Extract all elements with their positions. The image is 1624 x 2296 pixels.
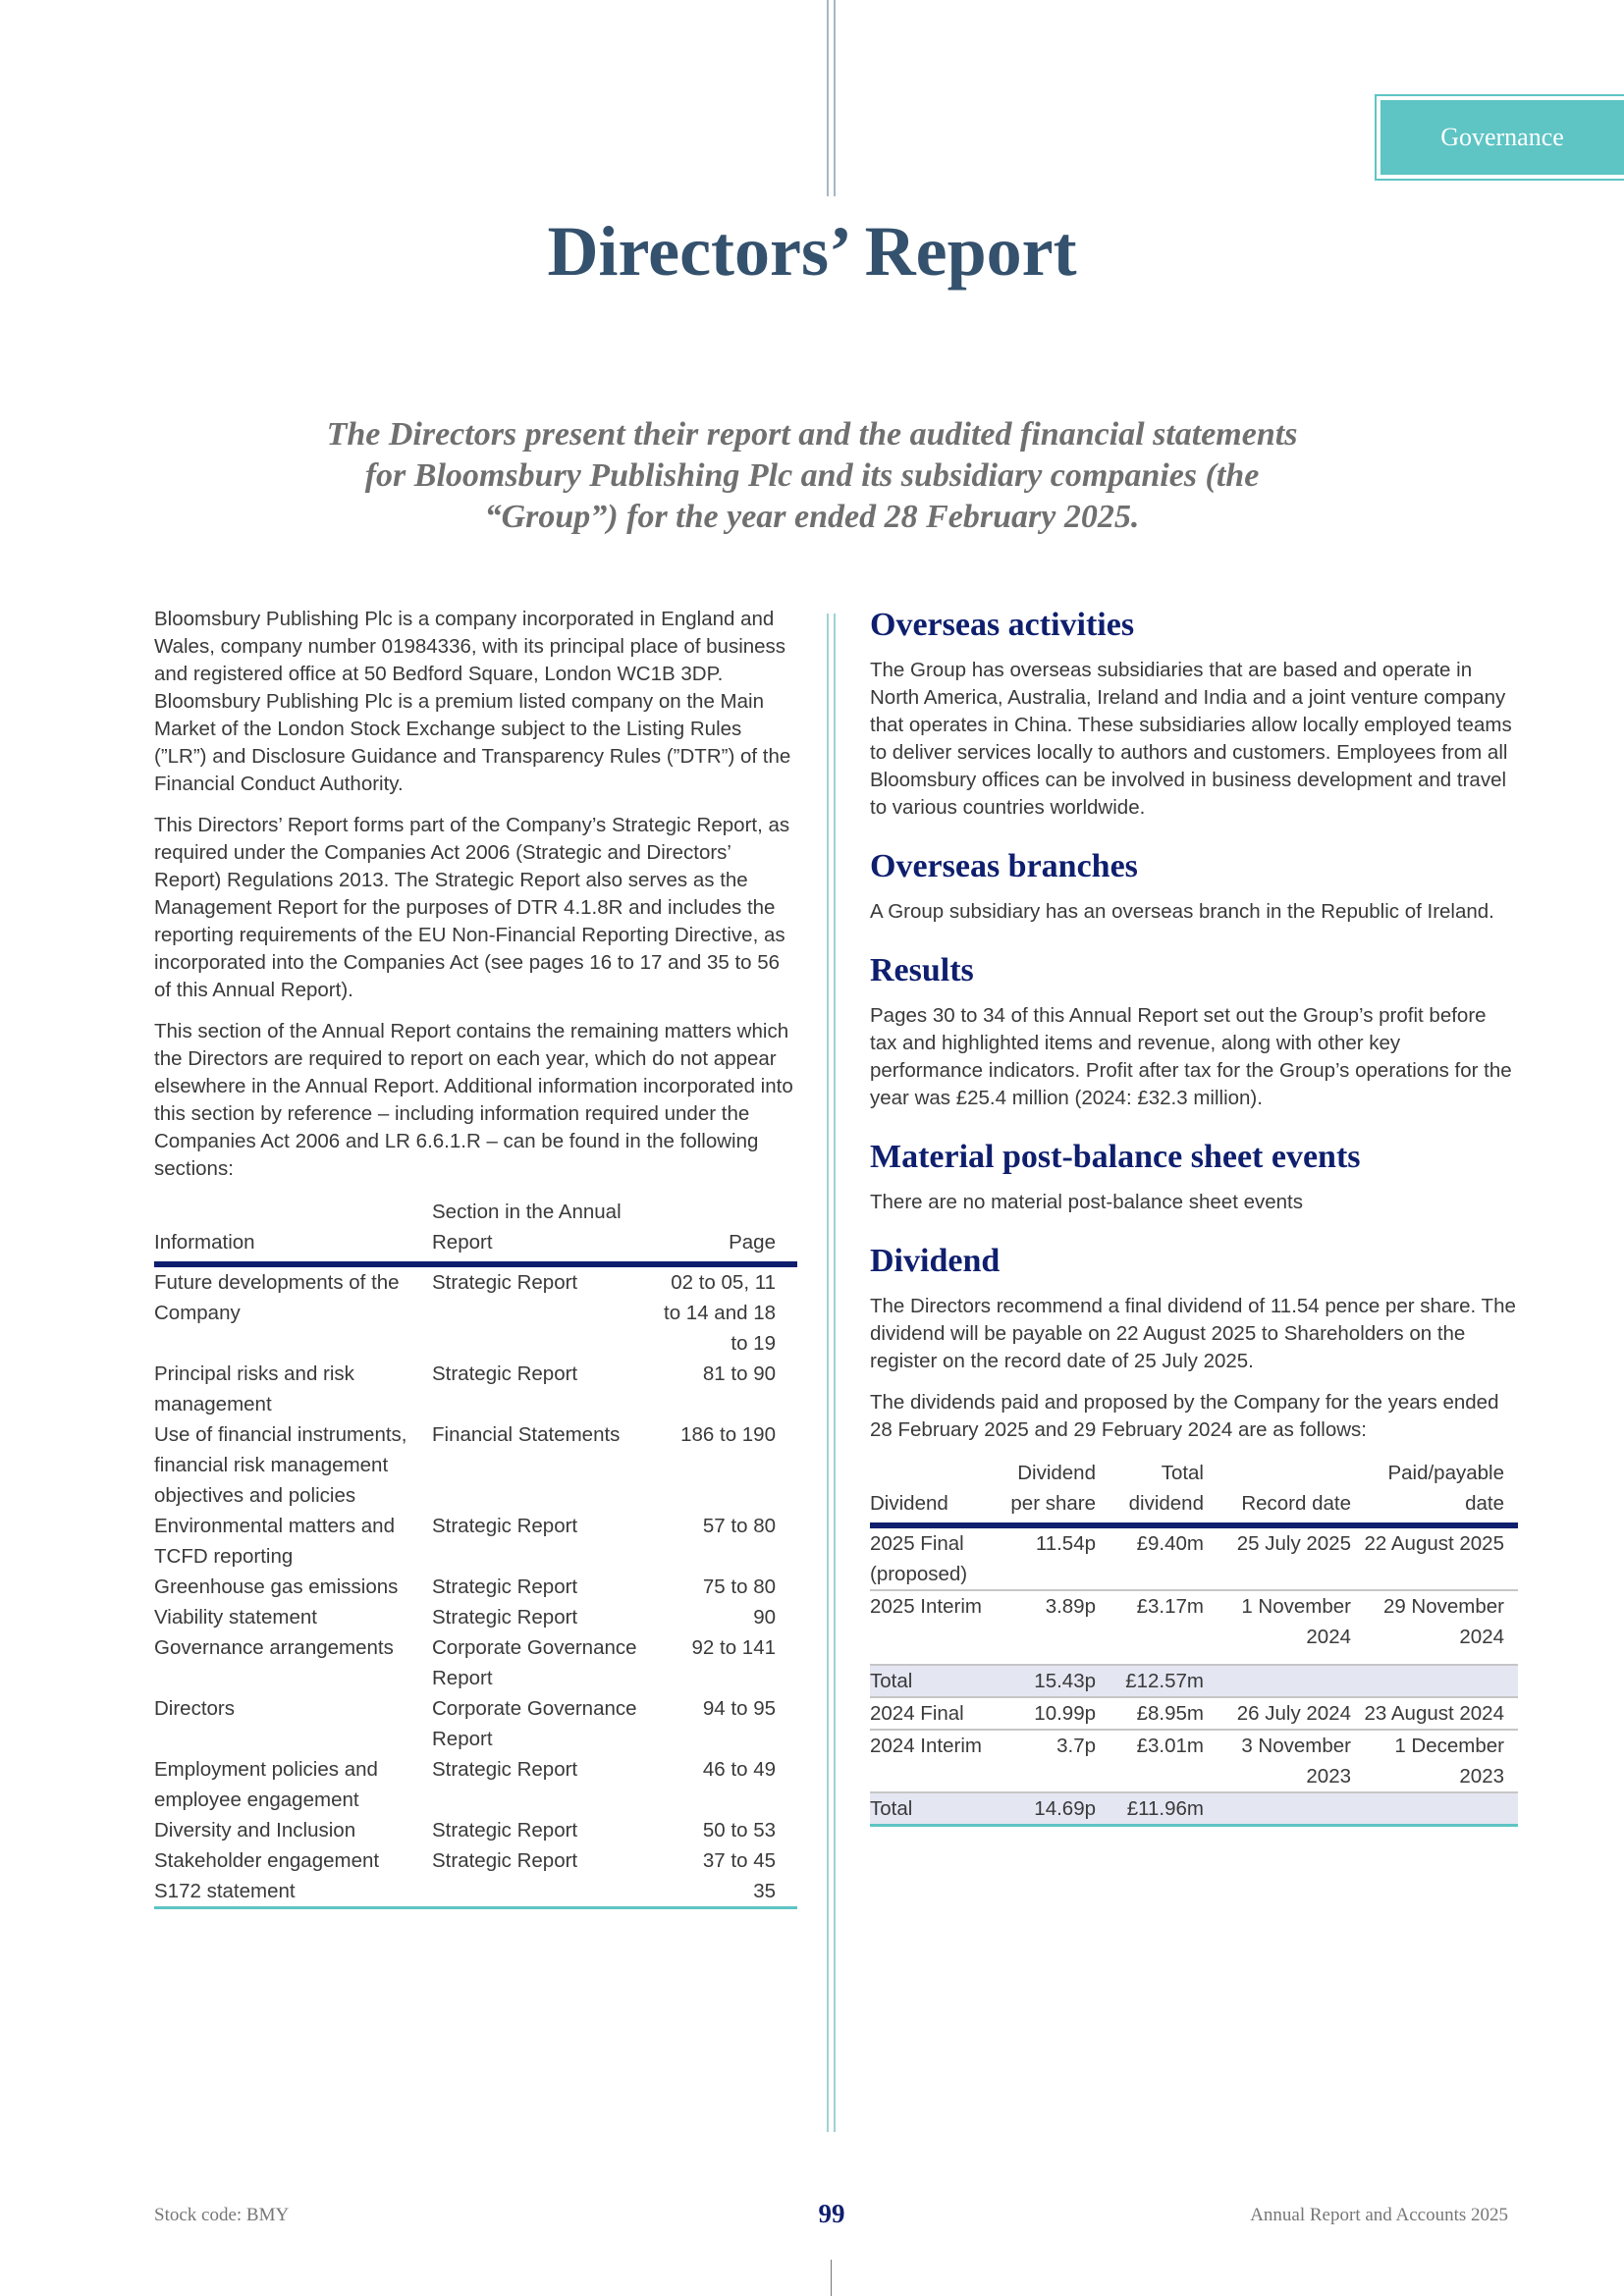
cell-section: Strategic Report	[432, 1362, 578, 1385]
cell-section: Strategic Report	[432, 1606, 578, 1629]
cell-information: Directors	[154, 1697, 236, 1720]
header-total-dividend: Total dividend	[1128, 1462, 1204, 1515]
table-header-row	[154, 1197, 797, 1264]
cell-section: Strategic Report	[432, 1271, 578, 1294]
company-info-paragraph: Bloomsbury Publishing Plc is a company incorporated in England and Wales, company number 01984336, with its principal place of business and registered office at 50 Bedford Square, London WC1B 3DP. Bloomsbury Publishing Plc is a premium listed company on the Main Market of the London Stock Exchange subject to the Listing Rules (”LR”) and Disclosure Guidance and Transparency Rules (”DTR”) of the Financial Conduct Authority.	[154, 608, 791, 795]
table-row	[154, 1419, 797, 1511]
cell-section: Strategic Report	[432, 1819, 578, 1842]
cell-record-date	[1204, 1792, 1351, 1826]
cell-section: Strategic Report	[432, 1849, 578, 1872]
header-record-date: Record date	[1241, 1492, 1351, 1515]
header-section: Section in the Annual Report	[432, 1201, 622, 1254]
cell-information: S172 statement	[154, 1880, 296, 1902]
table-row	[154, 1572, 797, 1602]
cell-paid-date: 23 August 2024	[1364, 1702, 1504, 1725]
table-header-row	[870, 1458, 1518, 1525]
table-row	[154, 1511, 797, 1572]
header-information: Information	[154, 1231, 255, 1254]
table-row	[154, 1632, 797, 1693]
results-text: Pages 30 to 34 of this Annual Report set out the Group’s profit before tax and highlighted items and revenue, along with other key performance indicators. Profit after tax for the Group’s operations for the year was £25.4 million (2024: £32.3 million).	[870, 1004, 1512, 1109]
dividend-table-intro: The dividends paid and proposed by the Company for the years ended 28 February 2025 and 29 February 2024 are as follows:	[870, 1391, 1499, 1441]
cell-information: Greenhouse gas emissions	[154, 1575, 399, 1598]
cell-section	[432, 1876, 660, 1908]
cell-page: 90	[753, 1606, 776, 1629]
heading-overseas-activities: Overseas activities	[870, 607, 1135, 643]
cell-page: 75 to 80	[702, 1575, 776, 1598]
section-tab-label: Governance	[1380, 100, 1624, 175]
cell-dividend: 2024 Interim	[870, 1735, 982, 1757]
page-title: Directors’ Report	[547, 212, 1077, 291]
cell-section: Corporate Governance Report	[432, 1697, 637, 1750]
table-row	[870, 1590, 1518, 1665]
cell-total: £3.17m	[1136, 1595, 1204, 1618]
cell-information: Governance arrangements	[154, 1636, 394, 1659]
cell-page: 92 to 141	[691, 1636, 776, 1659]
cell-paid-date: 22 August 2025	[1364, 1532, 1504, 1555]
footer-publication-title: Annual Report and Accounts 2025	[1250, 2205, 1508, 2225]
cell-dividend: 2025 Final (proposed)	[870, 1532, 968, 1585]
cell-page: 35	[753, 1880, 776, 1902]
cell-section: Strategic Report	[432, 1575, 578, 1598]
heading-post-balance-sheet-events: Material post-balance sheet events	[870, 1139, 1361, 1175]
heading-overseas-branches: Overseas branches	[870, 848, 1138, 884]
footer-stock-code: Stock code: BMY	[154, 2205, 290, 2225]
cell-section: Strategic Report	[432, 1515, 578, 1537]
cell-page: 46 to 49	[702, 1758, 776, 1781]
section-tab-governance[interactable]	[1375, 94, 1624, 181]
overseas-branches-text: A Group subsidiary has an overseas branch in the Republic of Ireland.	[870, 900, 1494, 923]
table-row	[870, 1697, 1518, 1730]
header-per-share: Dividend per share	[1010, 1462, 1096, 1515]
intro-statement: The Directors present their report and the audited financial statements for Bloomsbury Publishing Plc and its subsidiary companies (the “Group”) for the year ended 28 February 2025.	[326, 416, 1298, 535]
cell-total: £8.95m	[1136, 1702, 1204, 1725]
header-paid-date: Paid/payable date	[1387, 1462, 1504, 1515]
cell-information: Environmental matters and TCFD reporting	[154, 1515, 395, 1568]
cell-section: Strategic Report	[432, 1758, 578, 1781]
dividend-recommendation-text: The Directors recommend a final dividend of 11.54 pence per share. The dividend will be payable on 22 August 2025 to Shareholders on the register on the record date of 25 July 2025.	[870, 1295, 1516, 1372]
cell-dividend: 2024 Final	[870, 1702, 964, 1725]
cell-per-share: 11.54p	[1035, 1532, 1096, 1555]
cell-paid-date: 29 November 2024	[1382, 1595, 1504, 1648]
cell-record-date: 1 November 2024	[1241, 1595, 1351, 1648]
top-center-divider	[827, 0, 835, 196]
footer-page-number: 99	[818, 2199, 845, 2228]
table-total-row	[870, 1665, 1518, 1697]
cell-total: £3.01m	[1136, 1735, 1204, 1757]
overseas-activities-text: The Group has overseas subsidiaries that are based and operate in North America, Australia, Ireland and India and a joint venture company that operates in China. These subsidiaries allow locally employed teams to deliver services locally to authors and customers. Employees from all Bloomsbury offices can be involved in business development and travel to various countries worldwide.	[870, 659, 1512, 819]
cell-page: 81 to 90	[702, 1362, 776, 1385]
cell-page: 37 to 45	[702, 1849, 776, 1872]
cell-page: 94 to 95	[702, 1697, 776, 1720]
right-column	[870, 606, 1518, 1827]
cell-dividend: Total	[870, 1670, 913, 1692]
left-column	[154, 606, 797, 1909]
table-row	[154, 1359, 797, 1419]
table-total-row	[870, 1792, 1518, 1826]
header-page: Page	[729, 1231, 776, 1254]
table-row	[870, 1525, 1518, 1590]
cell-section: Financial Statements	[432, 1423, 621, 1446]
table-row	[154, 1264, 797, 1359]
cell-page: 02 to 05, 11 to 14 and 18 to 19	[664, 1271, 776, 1355]
cell-paid-date	[1351, 1665, 1518, 1697]
cell-section: Corporate Governance Report	[432, 1636, 637, 1689]
heading-results: Results	[870, 952, 974, 988]
cell-paid-date: 1 December 2023	[1394, 1735, 1504, 1788]
cell-dividend: Total	[870, 1797, 913, 1820]
cell-information: Principal risks and risk management	[154, 1362, 354, 1415]
cell-per-share: 3.7p	[1056, 1735, 1096, 1757]
cell-record-date: 26 July 2024	[1236, 1702, 1351, 1725]
cell-information: Employment policies and employee engagement	[154, 1758, 378, 1811]
table-row	[154, 1876, 797, 1908]
cell-information: Use of financial instruments, financial risk management objectives and policies	[154, 1423, 407, 1507]
cell-per-share: 15.43p	[1034, 1670, 1096, 1692]
heading-dividend: Dividend	[870, 1243, 1001, 1279]
table-row	[154, 1602, 797, 1632]
cell-dividend: 2025 Interim	[870, 1595, 982, 1618]
post-balance-sheet-text: There are no material post-balance sheet events	[870, 1191, 1304, 1213]
remaining-matters-paragraph: This section of the Annual Report contains the remaining matters which the Directors are required to report on each year, which do not appear elsewhere in the Annual Report. Additional information incorporated into this section by reference – including information required under the Companies Act 2006 and LR 6.6.1.R – can be found in the following sections:	[154, 1020, 793, 1180]
cell-page: 186 to 190	[680, 1423, 776, 1446]
table-row	[154, 1754, 797, 1815]
strategic-report-paragraph: This Directors’ Report forms part of the Company’s Strategic Report, as required under the Companies Act 2006 (Strategic and Directors’ Report) Regulations 2013. The Strategic Report also serves as the Management Report for the purposes of DTR 4.1.8R and includes the reporting requirements of the EU Non-Financial Reporting Directive, as incorporated into the Companies Act (see pages 16 to 17 and 35 to 56 of this Annual Report).	[154, 814, 790, 1001]
cell-page: 50 to 53	[702, 1819, 776, 1842]
table-row	[870, 1730, 1518, 1792]
bottom-center-tick	[831, 2260, 832, 2296]
cell-total: £12.57m	[1125, 1670, 1204, 1692]
header-dividend: Dividend	[870, 1492, 948, 1515]
cell-per-share: 14.69p	[1034, 1797, 1096, 1820]
cell-per-share: 3.89p	[1045, 1595, 1096, 1618]
cell-per-share: 10.99p	[1034, 1702, 1096, 1725]
table-row	[154, 1693, 797, 1754]
cell-total: £9.40m	[1136, 1532, 1204, 1555]
cell-information: Viability statement	[154, 1606, 317, 1629]
cell-record-date	[1204, 1665, 1351, 1697]
cell-total: £11.96m	[1126, 1797, 1204, 1820]
cell-paid-date	[1351, 1792, 1518, 1826]
cell-information: Future developments of the Company	[154, 1271, 400, 1324]
table-row	[154, 1845, 797, 1876]
cell-information: Stakeholder engagement	[154, 1849, 380, 1872]
table-row	[154, 1815, 797, 1845]
column-divider	[827, 614, 835, 2132]
cell-information: Diversity and Inclusion	[154, 1819, 356, 1842]
cell-page: 57 to 80	[702, 1515, 776, 1537]
cell-record-date: 25 July 2025	[1236, 1532, 1351, 1555]
information-reference-table	[154, 1197, 797, 1909]
dividend-table	[870, 1458, 1518, 1827]
cell-record-date: 3 November 2023	[1241, 1735, 1351, 1788]
